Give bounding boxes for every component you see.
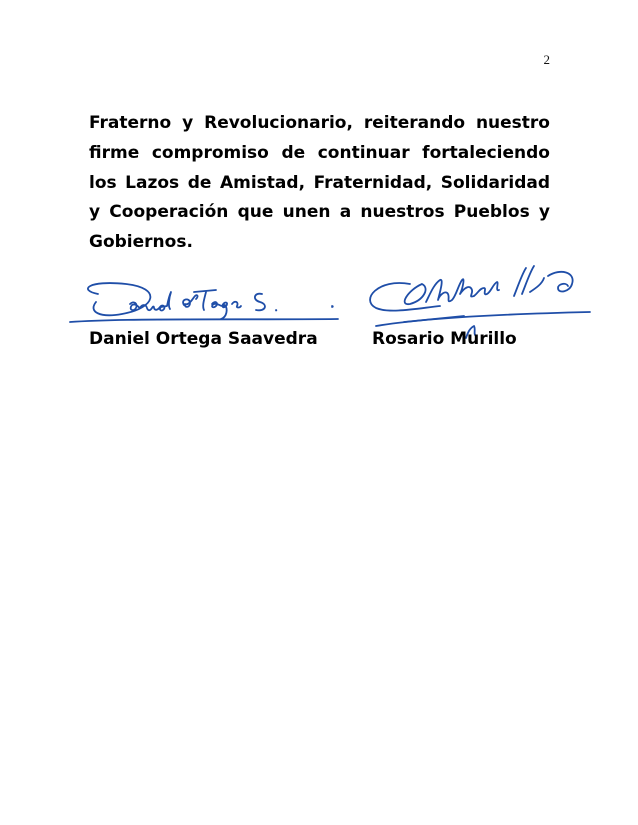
signer-name-rosario-murillo: Rosario Murillo — [372, 329, 517, 349]
signature-daniel-ortega — [66, 272, 342, 332]
signature-rosario-murillo — [364, 256, 592, 340]
body-paragraph: Fraterno y Revolucionario, reiterando nuestro firme compromiso de continuar fortaleciendo los Lazos de Amistad, Fraternidad, Solidaridad y Cooperación que unen a nuestros Pueblos y Gobiernos. — [89, 113, 550, 253]
signer-name-daniel-ortega: Daniel Ortega Saavedra — [89, 329, 318, 349]
page-number: 2 — [543, 52, 550, 67]
